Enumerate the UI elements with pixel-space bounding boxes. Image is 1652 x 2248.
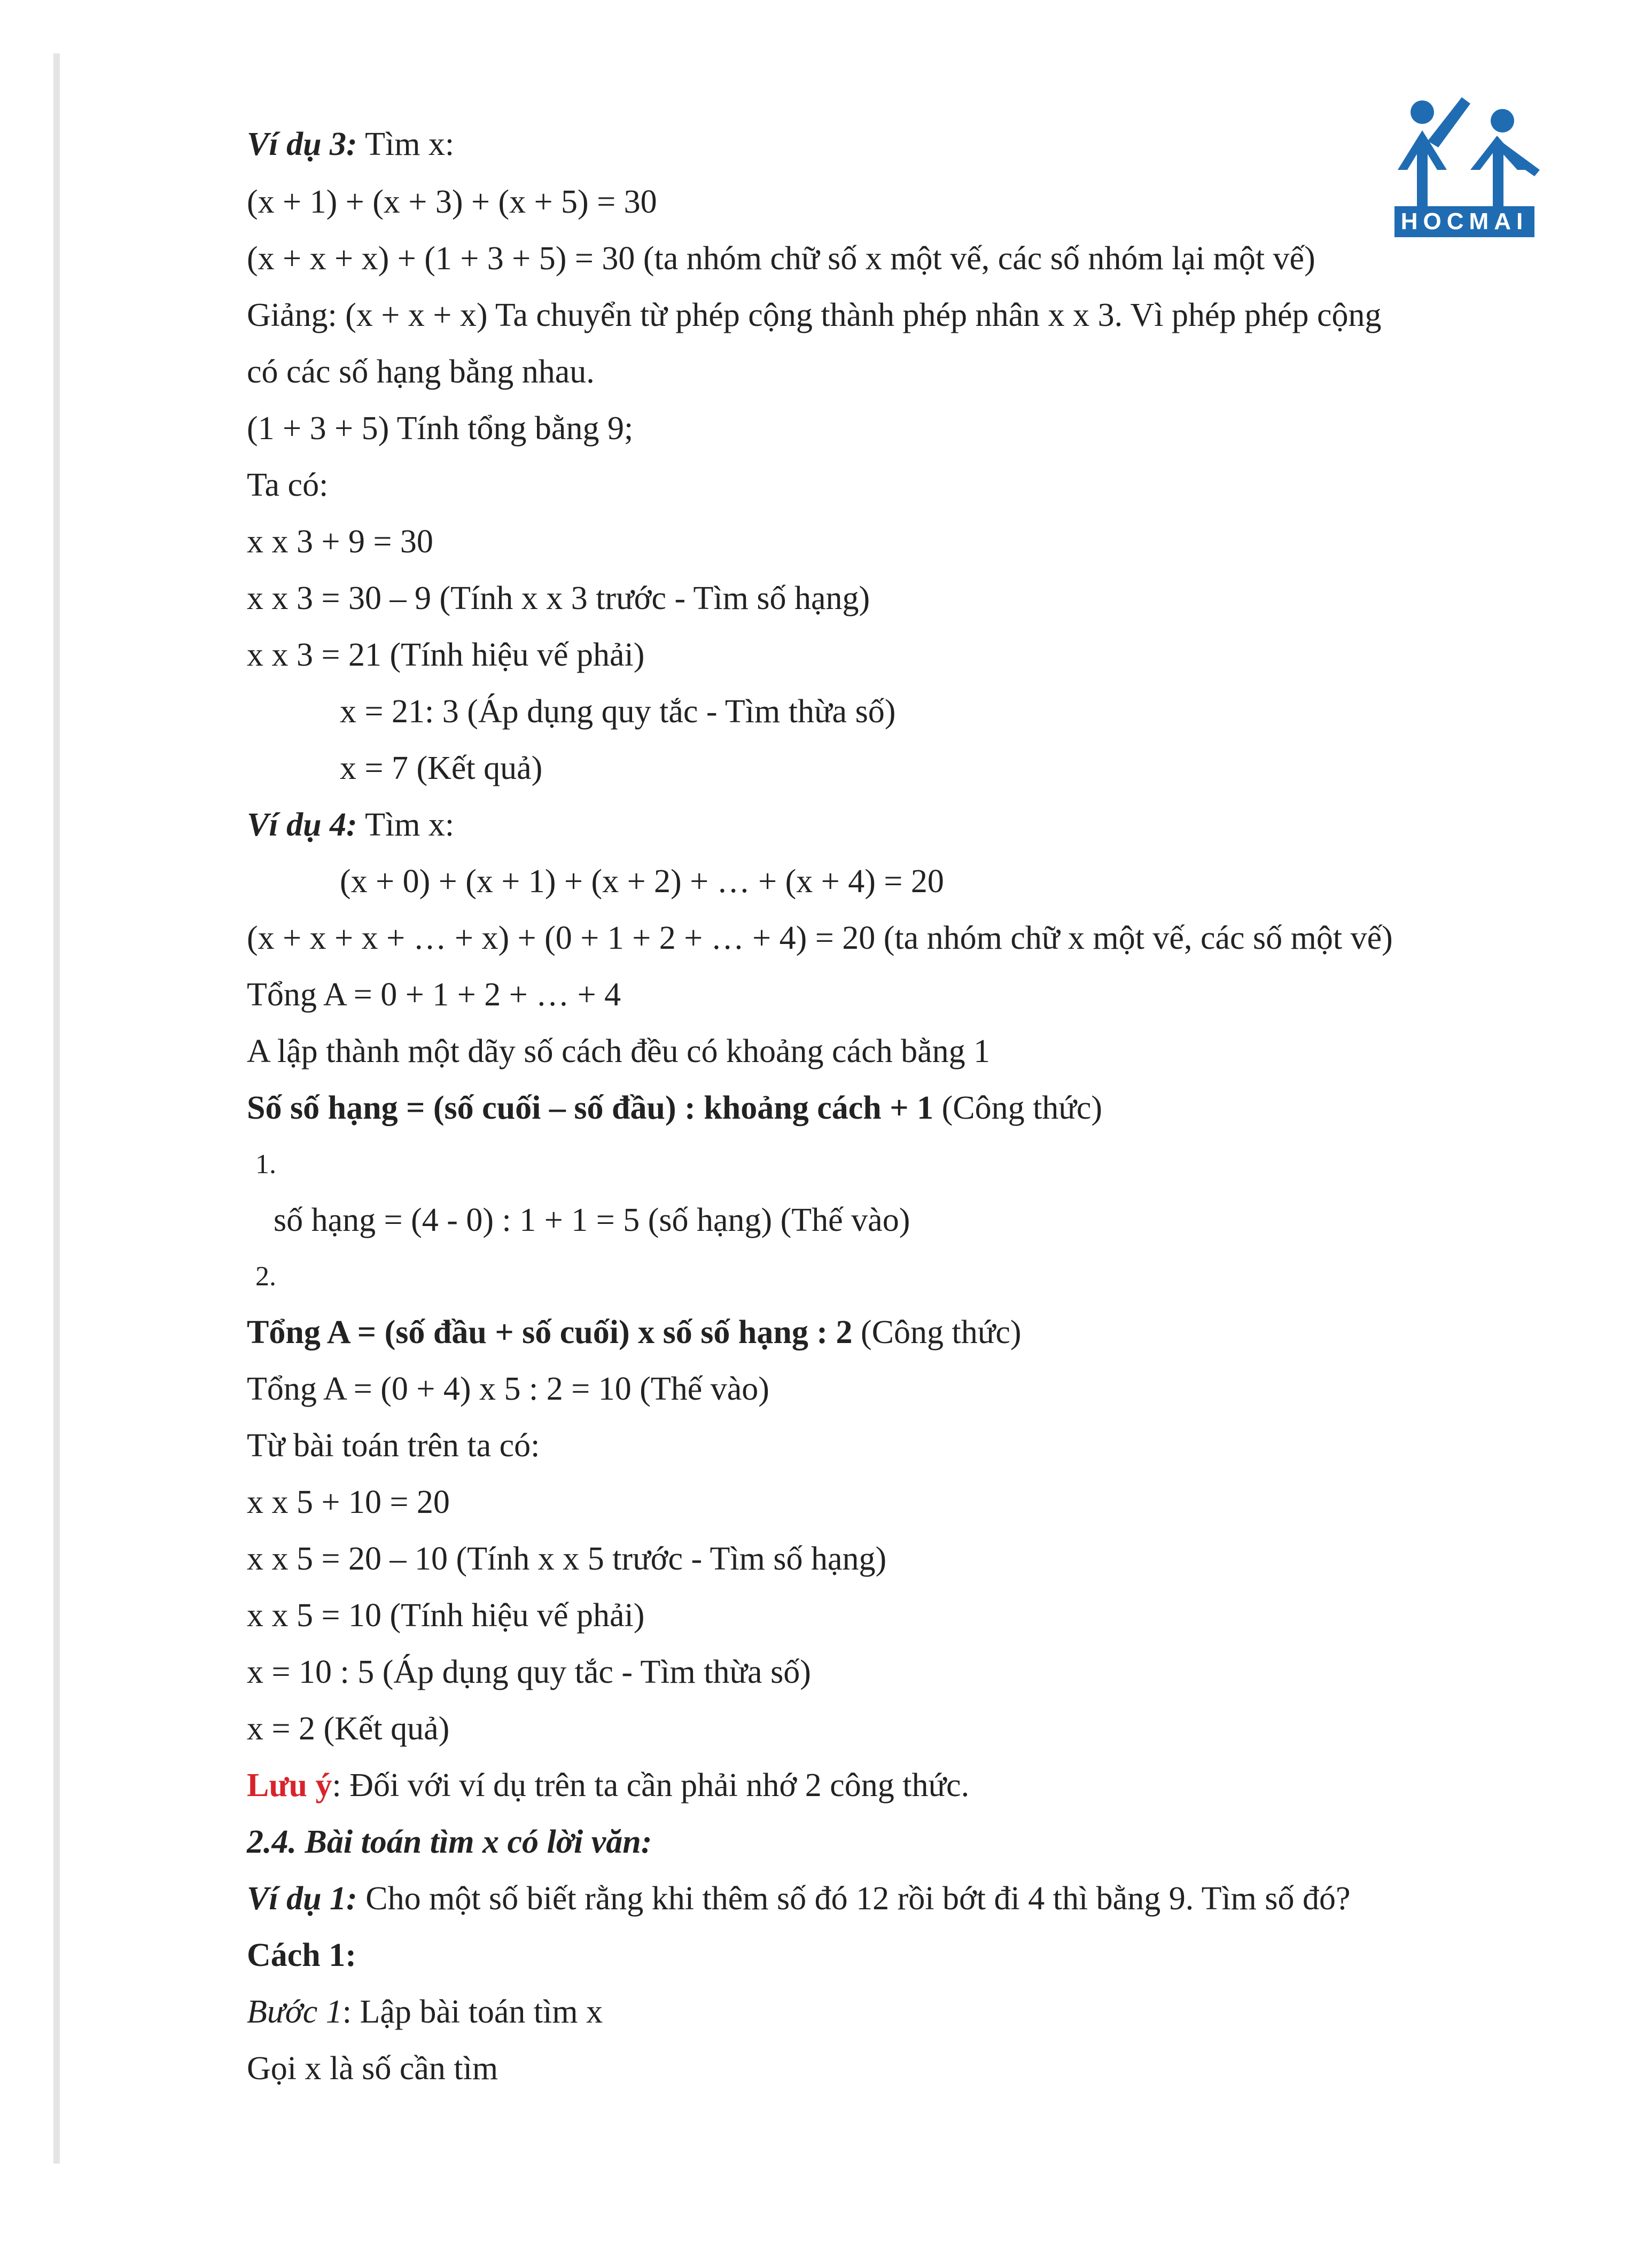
explanation-line: có các số hạng bằng nhau. xyxy=(247,354,595,390)
equation-line: Tổng A = 0 + 1 + 2 + … + 4 xyxy=(247,977,621,1013)
equation-line: x x 5 = 20 – 10 (Tính x x 5 trước - Tìm số hạng) xyxy=(247,1541,887,1577)
equation-line: x = 10 : 5 (Áp dụng quy tắc - Tìm thừa số) xyxy=(247,1654,811,1690)
result-line: x = 2 (Kết quả) xyxy=(247,1711,450,1747)
list-number: 1. xyxy=(255,1149,276,1180)
text-line: Ta có: xyxy=(247,467,329,503)
equation-line: x x 5 + 10 = 20 xyxy=(247,1484,450,1520)
page-margin-shadow xyxy=(53,53,60,2164)
text-line: (1 + 3 + 5) Tính tổng bằng 9; xyxy=(247,410,634,447)
explanation-line: Giảng: (x + x + x) Ta chuyển từ phép cộng thành phép nhân x x 3. Vì phép phép cộng xyxy=(247,297,1382,333)
text-line: A lập thành một dãy số cách đều có khoảng cách bằng 1 xyxy=(247,1033,991,1070)
equation-line: x = 21: 3 (Áp dụng quy tắc - Tìm thừa số) xyxy=(340,693,896,730)
equation-line: x x 3 + 9 = 30 xyxy=(247,524,433,560)
formula-line: Tổng A = (số đầu + số cuối) x số số hạng : 2 (Công thức) xyxy=(247,1314,1022,1351)
logo-wordmark: HOCMAI xyxy=(1394,206,1534,237)
equation-line: x x 3 = 21 (Tính hiệu vế phải) xyxy=(247,637,645,673)
equation-line: (x + x + x + … + x) + (0 + 1 + 2 + … + 4) = 20 (ta nhóm chữ x một vế, các số một vế) xyxy=(247,920,1393,956)
text-line: Gọi x là số cần tìm xyxy=(247,2050,498,2087)
list-number: 2. xyxy=(255,1261,276,1292)
method-heading: Cách 1: xyxy=(247,1937,356,1973)
equation-line: (x + 0) + (x + 1) + (x + 2) + … + (x + 4) = 20 xyxy=(340,863,944,900)
step-line: Bước 1: Lập bài toán tìm x xyxy=(247,1994,603,2030)
text-line: Từ bài toán trên ta có: xyxy=(247,1427,540,1464)
equation-line: Tổng A = (0 + 4) x 5 : 2 = 10 (Thế vào) xyxy=(247,1371,769,1407)
equation-line: x x 3 = 30 – 9 (Tính x x 3 trước - Tìm số hạng) xyxy=(247,580,870,616)
example-3-heading: Ví dụ 3: Tìm x: xyxy=(247,126,455,162)
example-4-heading: Ví dụ 4: Tìm x: xyxy=(247,807,455,843)
equation-line: số hạng = (4 - 0) : 1 + 1 = 5 (số hạng) (Thế vào) xyxy=(274,1202,910,1238)
note-line: Lưu ý: Đối với ví dụ trên ta cần phải nhớ 2 công thức. xyxy=(247,1767,970,1804)
equation-line: x x 5 = 10 (Tính hiệu vế phải) xyxy=(247,1597,645,1634)
result-line: x = 7 (Kết quả) xyxy=(340,750,543,786)
example-1-heading: Ví dụ 1: Cho một số biết rằng khi thêm số đó 12 rồi bớt đi 4 thì bằng 9. Tìm số đó? xyxy=(247,1880,1351,1917)
equation-line: (x + 1) + (x + 3) + (x + 5) = 30 xyxy=(247,184,657,220)
formula-line: Số số hạng = (số cuối – số đầu) : khoảng cách + 1 (Công thức) xyxy=(247,1090,1103,1126)
equation-line: (x + x + x) + (1 + 3 + 5) = 30 (ta nhóm chữ số x một vế, các số nhóm lại một vế) xyxy=(247,240,1315,277)
section-heading: 2.4. Bài toán tìm x có lời văn: xyxy=(247,1824,652,1860)
